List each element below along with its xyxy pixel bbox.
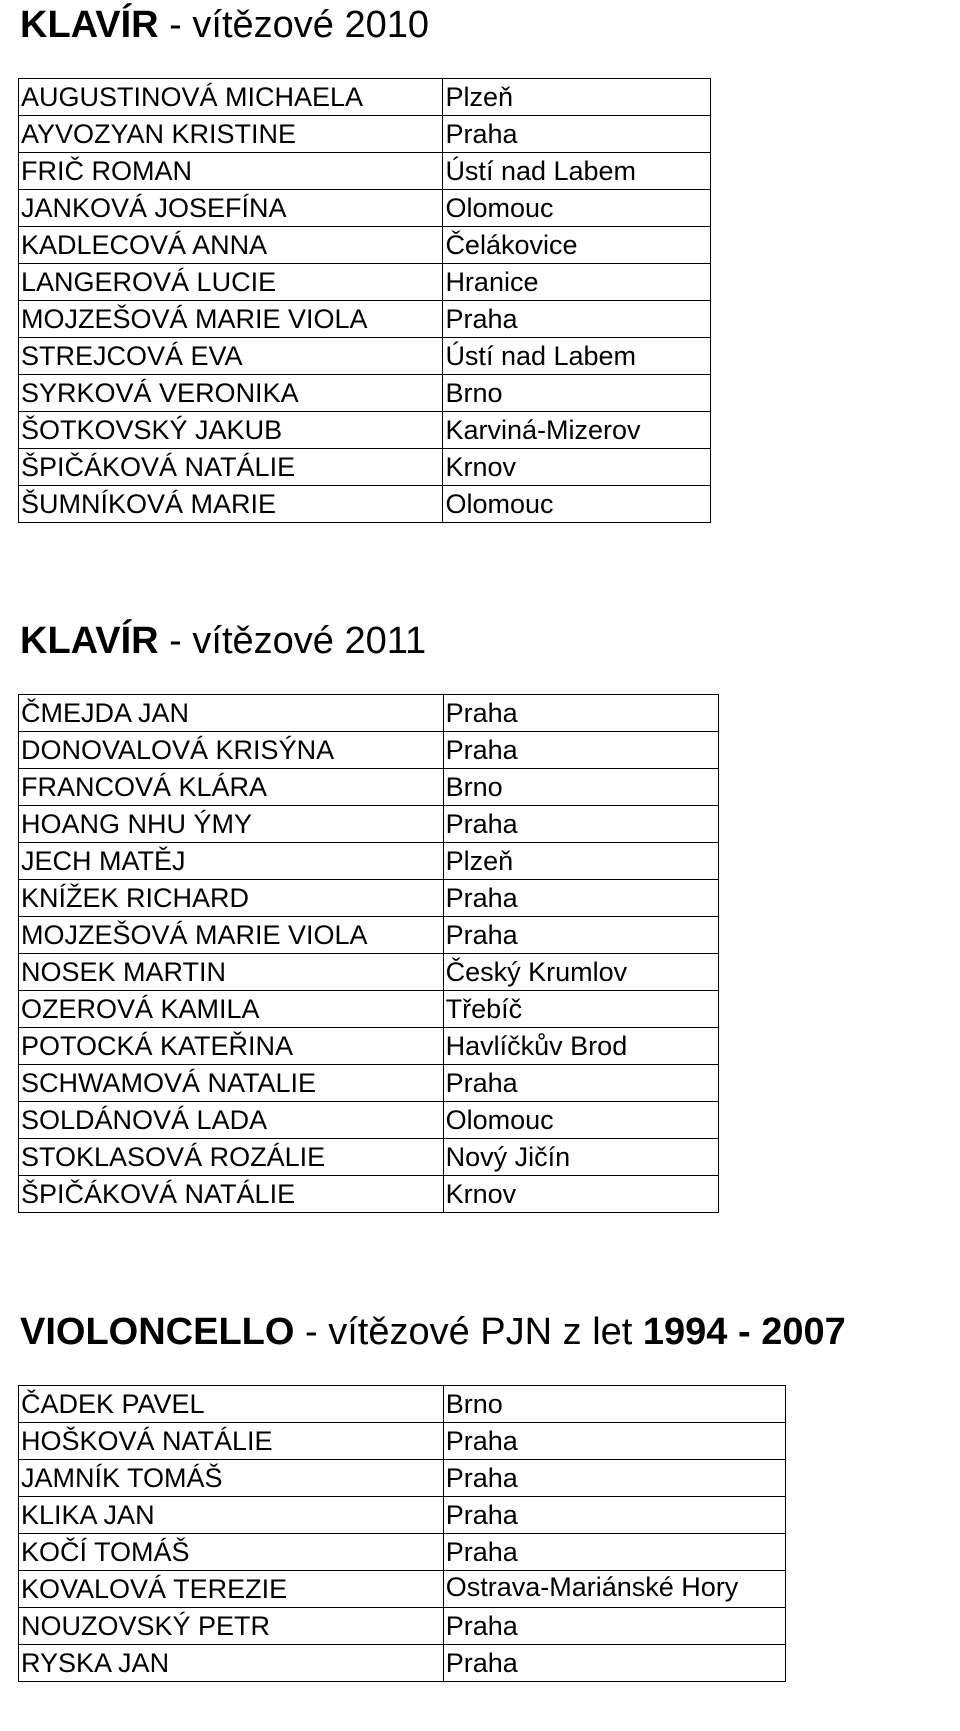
winner-name: SCHWAMOVÁ NATALIE	[19, 1065, 444, 1102]
winner-city: Třebíč	[443, 991, 718, 1028]
winner-name: JANKOVÁ JOSEFÍNA	[19, 190, 443, 227]
table-row	[19, 695, 719, 732]
winner-name: ČADEK PAVEL	[19, 1386, 444, 1423]
winner-name: POTOCKÁ KATEŘINA	[19, 1028, 444, 1065]
winner-city: Olomouc	[443, 486, 711, 523]
winner-city: Brno	[443, 1386, 785, 1423]
winner-name: KNÍŽEK RICHARD	[19, 880, 444, 917]
winner-city: Praha	[443, 301, 711, 338]
table-row	[19, 227, 711, 264]
table-row	[19, 1065, 719, 1102]
table-row	[19, 1028, 719, 1065]
table-row	[19, 843, 719, 880]
table-row	[19, 917, 719, 954]
winner-city: Čelákovice	[443, 227, 711, 264]
table-row	[19, 486, 711, 523]
winner-name: KOVALOVÁ TEREZIE	[19, 1571, 444, 1608]
winner-city: Krnov	[443, 1176, 718, 1213]
title-subtitle: - vítězové 2010	[158, 4, 430, 46]
winner-city: Praha	[443, 116, 711, 153]
section-title-violoncello	[20, 1313, 846, 1351]
winner-city: Praha	[443, 732, 718, 769]
winner-name: JAMNÍK TOMÁŠ	[19, 1460, 444, 1497]
winner-city: Nový Jičín	[443, 1139, 718, 1176]
winner-city: Praha	[443, 1423, 785, 1460]
table-row	[19, 1460, 786, 1497]
table-row	[19, 1571, 786, 1608]
winner-city: Olomouc	[443, 1102, 718, 1139]
winner-name: SOLDÁNOVÁ LADA	[19, 1102, 444, 1139]
winner-name: ŠUMNÍKOVÁ MARIE	[19, 486, 443, 523]
winner-name: JECH MATĚJ	[19, 843, 444, 880]
table-row	[19, 1534, 786, 1571]
table-row	[19, 338, 711, 375]
winner-city: Praha	[443, 917, 718, 954]
section-title-klavir-2010	[20, 6, 429, 44]
winner-name: FRANCOVÁ KLÁRA	[19, 769, 444, 806]
table-row	[19, 1176, 719, 1213]
winner-name: FRIČ ROMAN	[19, 153, 443, 190]
winner-name: RYSKA JAN	[19, 1645, 444, 1682]
winners-table-klavir-2010	[18, 78, 711, 523]
winner-city: Havlíčkův Brod	[443, 1028, 718, 1065]
winner-city: Olomouc	[443, 190, 711, 227]
winner-name: HOANG NHU ÝMY	[19, 806, 444, 843]
winner-city: Praha	[443, 1065, 718, 1102]
table-row	[19, 153, 711, 190]
title-instrument: KLAVÍR	[20, 4, 159, 46]
winner-city: Praha	[443, 1608, 785, 1645]
winner-name: ŠPIČÁKOVÁ NATÁLIE	[19, 449, 443, 486]
winner-name: DONOVALOVÁ KRISÝNA	[19, 732, 444, 769]
title-instrument: VIOLONCELLO	[20, 1311, 295, 1353]
title-subtitle: - vítězové 2011	[158, 620, 427, 662]
title-years: 1994 - 2007	[642, 1311, 846, 1353]
winner-city: Plzeň	[443, 843, 718, 880]
table-row	[19, 732, 719, 769]
table-row	[19, 1386, 786, 1423]
winner-city: Ostrava-Mariánské Hory	[443, 1571, 785, 1608]
winner-name: KADLECOVÁ ANNA	[19, 227, 443, 264]
winner-name: MOJZEŠOVÁ MARIE VIOLA	[19, 301, 443, 338]
winner-name: KOČÍ TOMÁŠ	[19, 1534, 444, 1571]
table-row	[19, 1608, 786, 1645]
winners-table-klavir-2011	[18, 694, 719, 1213]
winner-name: AUGUSTINOVÁ MICHAELA	[19, 79, 443, 116]
title-instrument: KLAVÍR	[20, 620, 159, 662]
winner-city: Praha	[443, 880, 718, 917]
table-row	[19, 449, 711, 486]
table-row	[19, 412, 711, 449]
winner-name: LANGEROVÁ LUCIE	[19, 264, 443, 301]
winner-city: Praha	[443, 695, 718, 732]
winner-city: Ústí nad Labem	[443, 153, 711, 190]
winner-name: STREJCOVÁ EVA	[19, 338, 443, 375]
table-row	[19, 375, 711, 412]
winner-city: Praha	[443, 1645, 785, 1682]
table-row	[19, 1102, 719, 1139]
winner-city: Hranice	[443, 264, 711, 301]
winner-name: NOSEK MARTIN	[19, 954, 444, 991]
table-row	[19, 880, 719, 917]
winner-city: Brno	[443, 769, 718, 806]
winner-city: Plzeň	[443, 79, 711, 116]
winner-city: Ústí nad Labem	[443, 338, 711, 375]
winner-name: ŠPIČÁKOVÁ NATÁLIE	[19, 1176, 444, 1213]
title-subtitle: - vítězové PJN z let	[294, 1311, 643, 1353]
winner-name: ŠOTKOVSKÝ JAKUB	[19, 412, 443, 449]
section-title-klavir-2011	[20, 622, 426, 660]
table-row	[19, 79, 711, 116]
winner-name: NOUZOVSKÝ PETR	[19, 1608, 444, 1645]
table-row	[19, 806, 719, 843]
winner-name: STOKLASOVÁ ROZÁLIE	[19, 1139, 444, 1176]
table-row	[19, 991, 719, 1028]
winner-name: OZEROVÁ KAMILA	[19, 991, 444, 1028]
table-row	[19, 1423, 786, 1460]
winner-name: HOŠKOVÁ NATÁLIE	[19, 1423, 444, 1460]
winner-name: AYVOZYAN KRISTINE	[19, 116, 443, 153]
winner-city: Praha	[443, 1497, 785, 1534]
winner-city: Krnov	[443, 449, 711, 486]
table-row	[19, 1139, 719, 1176]
table-row	[19, 264, 711, 301]
winner-name: KLIKA JAN	[19, 1497, 444, 1534]
table-row	[19, 1645, 786, 1682]
winner-city: Praha	[443, 806, 718, 843]
winner-city: Praha	[443, 1460, 785, 1497]
table-row	[19, 190, 711, 227]
table-row	[19, 301, 711, 338]
winner-name: MOJZEŠOVÁ MARIE VIOLA	[19, 917, 444, 954]
winner-city: Karviná-Mizerov	[443, 412, 711, 449]
winner-city: Praha	[443, 1534, 785, 1571]
table-row	[19, 116, 711, 153]
winner-city: Český Krumlov	[443, 954, 718, 991]
table-row	[19, 1497, 786, 1534]
winners-table-violoncello	[18, 1385, 786, 1682]
winner-city: Brno	[443, 375, 711, 412]
winner-name: SYRKOVÁ VERONIKA	[19, 375, 443, 412]
table-row	[19, 954, 719, 991]
winner-name: ČMEJDA JAN	[19, 695, 444, 732]
table-row	[19, 769, 719, 806]
